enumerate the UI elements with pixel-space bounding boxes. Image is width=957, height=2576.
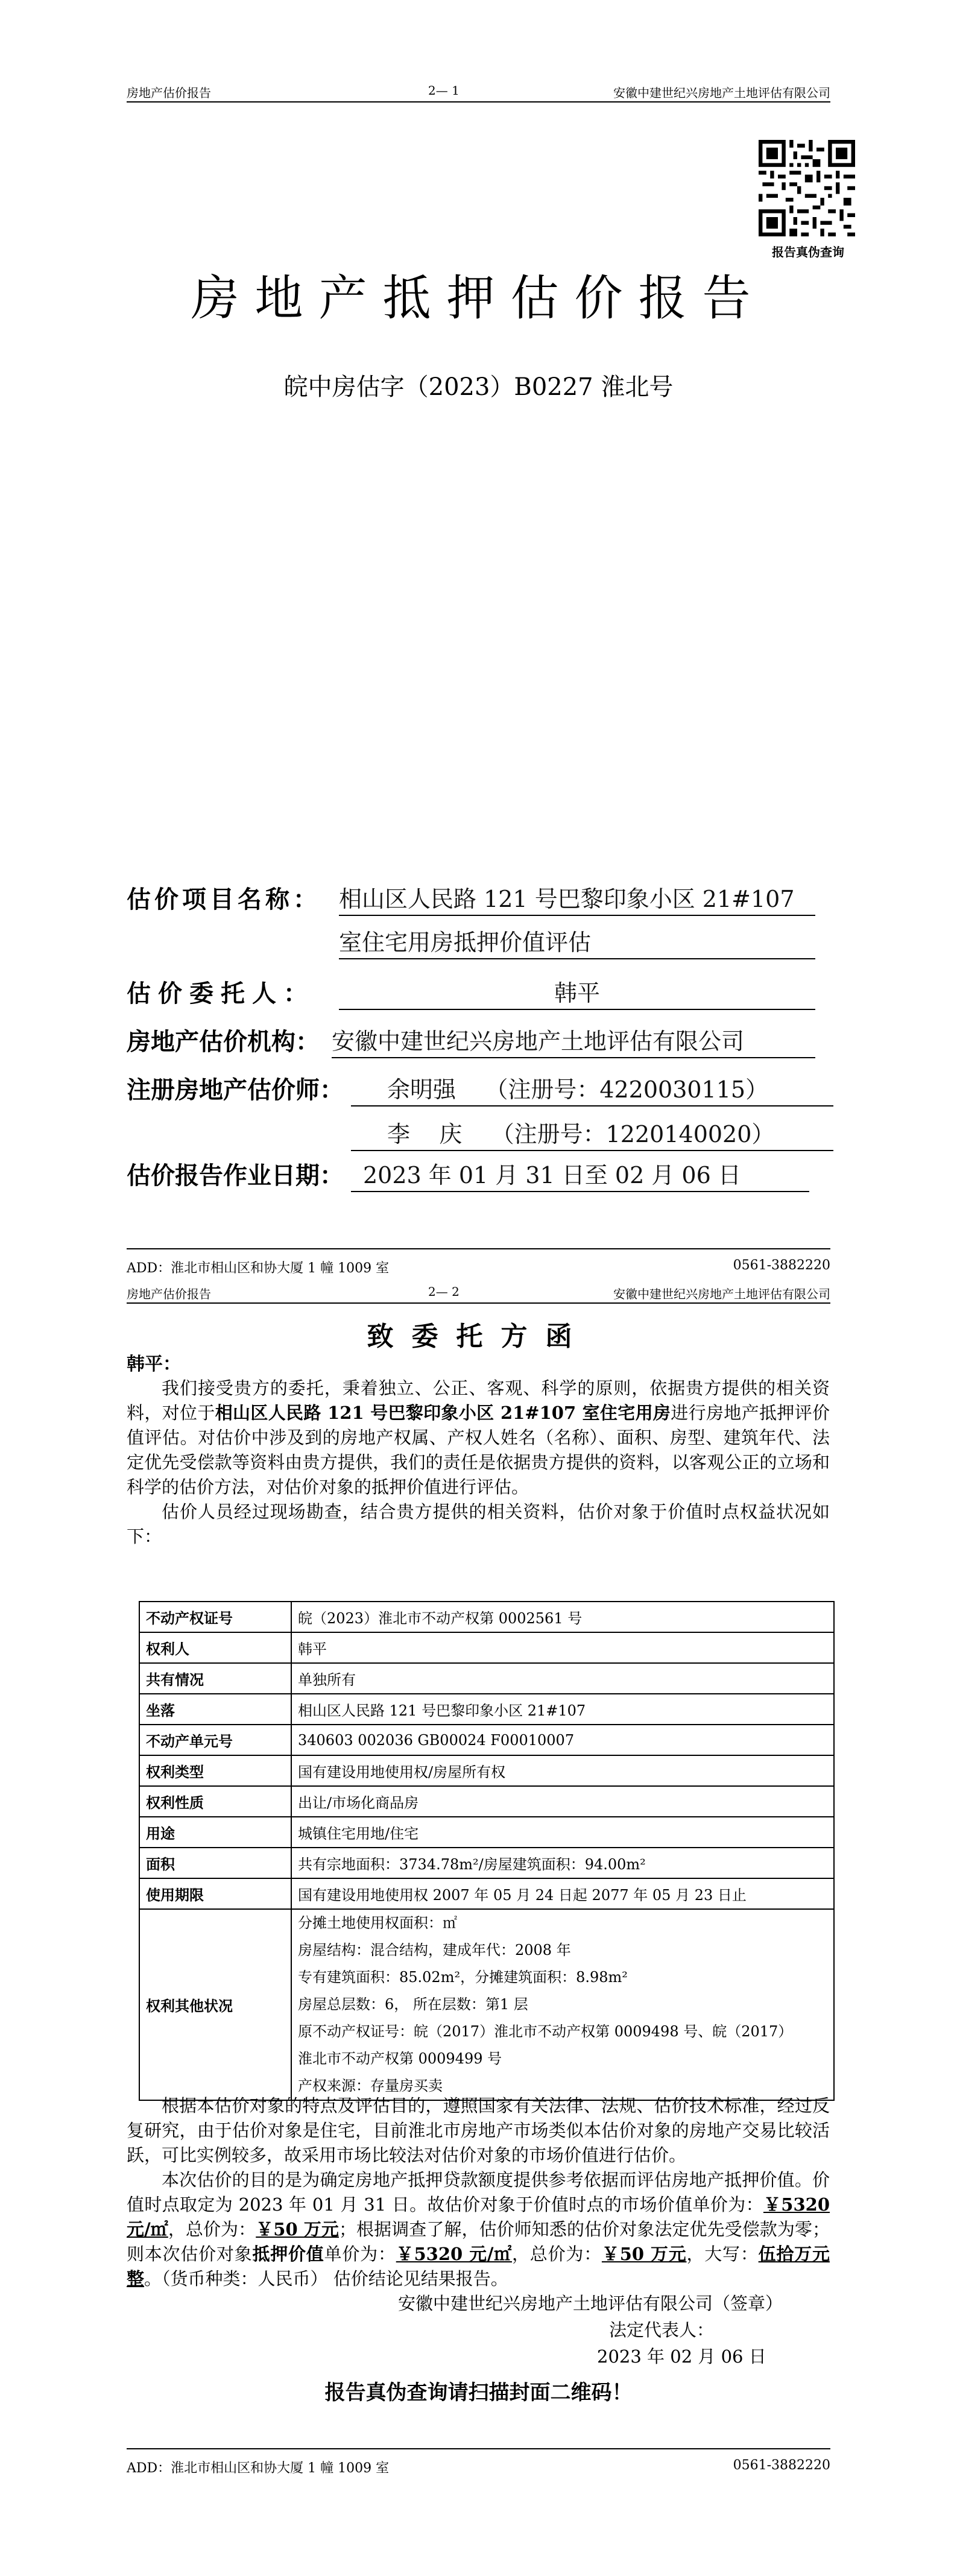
table-row-other-rights — [139, 1909, 834, 2100]
paragraph-3: 根据本估价对象的特点及评估目的，遵照国家有关法律、法规、估价技术标准，经过反复研究，由于估价对象是住宅，目前淮北市房地产市场类似本估价对象的房地产交易比较活跃，可比实例较多，故采用市场比较法对估价对象的市场价值进行估价。 — [127, 2095, 830, 2165]
appraiser-2: 李 庆 （注册号：1220140020） — [351, 1116, 833, 1151]
table-row — [139, 1817, 834, 1848]
table-row — [139, 1878, 834, 1909]
table-row — [139, 1786, 834, 1817]
paragraph-4: 本次估价的目的是为确定房地产抵押贷款额度提供参考依据而评估房地产抵押价值。价值时点取定为 2023 年 01 月 31 日。故估价对象于价值时点的市场价值单价为：￥5320 元/㎡，总价为：￥50 万元；根据调查了解，估价师知悉的估价对象法定优先受偿款为零；则本次估价对象抵押价值单价为：￥5320 元/㎡，总价为：￥50 万元，大写：伍拾万元整。（货币种类：人民币） 估价结论见结果报告。 — [127, 2170, 830, 2289]
appraiser-label: 注册房地产估价师： — [127, 1076, 344, 1104]
appraiser-1: 余明强 （注册号：4220030115） — [351, 1071, 833, 1106]
header-company: 安徽中建世纪兴房地产土地评估有限公司 — [613, 1287, 830, 1301]
table-value: 国有建设用地使用权 2007 年 05 月 24 日起 2077 年 05 月 23 日止 — [291, 1878, 834, 1909]
project-value-line1: 相山区人民路 121 号巴黎印象小区 21#107 — [339, 880, 815, 916]
other-rights-line: 原不动产权证号：皖（2017）淮北市不动产权第 0009498 号、皖（2017） — [298, 2023, 793, 2040]
other-rights-line: 房屋结构：混合结构，建成年代：2008 年 — [298, 1942, 571, 1959]
table-value: 国有建设用地使用权/房屋所有权 — [291, 1755, 834, 1786]
footer-phone: 0561-3882220 — [733, 2458, 830, 2473]
table-key: 权利其他状况 — [139, 1909, 291, 2100]
property-address: 相山区人民路 121 号巴黎印象小区 21#107 室住宅用房 — [215, 1403, 671, 1423]
table-value: 韩平 — [291, 1632, 834, 1663]
header-page-number: 2— 1 — [428, 83, 460, 98]
client-label: 估价委托人： — [127, 980, 315, 1008]
table-key: 权利类型 — [139, 1755, 291, 1786]
project-value-line2: 室住宅用房抵押价值评估 — [339, 924, 815, 959]
legal-representative: 法定代表人： — [609, 2320, 715, 2340]
other-rights-line: 分摊土地使用权面积：㎡ — [298, 1915, 457, 1931]
mortgage-unit-price: ￥5320 元/㎡ — [396, 2244, 513, 2264]
table-value: 共有宗地面积：3734.78m²/房屋建筑面积：94.00m² — [291, 1848, 834, 1878]
footer-address: ADD：淮北市相山区和协大厦 1 幢 1009 室 — [127, 2461, 390, 2476]
report-title: 房地产抵押估价报告 — [191, 270, 766, 326]
other-rights-line: 淮北市不动产权第 0009499 号 — [298, 2050, 502, 2067]
project-label: 估价项目名称： — [127, 886, 321, 914]
unit-price: ￥5320 元/㎡ — [127, 2194, 830, 2240]
qr-code-icon[interactable] — [759, 140, 855, 236]
total-in-words: 伍拾万元整 — [127, 2244, 830, 2289]
table-value: 出让/市场化商品房 — [291, 1786, 834, 1817]
paragraph-1: 我们接受贵方的委托，秉着独立、公正、客观、科学的原则，依据贵方提供的相关资料，对位于相山区人民路 121 号巴黎印象小区 21#107 室住宅用房进行房地产抵押评价值评估。对估价中涉及到的房地产权属、产权人姓名（名称）、面积、房型、建筑年代、法定优先受偿款等资料由贵方提供，我们的责任是依据贵方提供的资料，以客观公正的立场和科学的估价方法，对估价对象的抵押价值进行评估。 — [127, 1378, 830, 1497]
other-rights-list — [291, 1909, 834, 2100]
page-footer — [127, 1248, 830, 1280]
signing-company: 安徽中建世纪兴房地产土地评估有限公司（签章） — [398, 2293, 783, 2314]
table-row — [139, 1725, 834, 1755]
header-left: 房地产估价报告 — [127, 86, 211, 100]
other-rights-line: 房屋总层数：6， 所在层数：第1 层 — [298, 1996, 528, 2013]
letter-title: 致委托方函 — [367, 1321, 590, 1352]
table-row — [139, 1848, 834, 1878]
header-page-number: 2— 2 — [428, 1284, 460, 1299]
qr-caption: 报告真伪查询 — [772, 245, 844, 259]
agency-value: 安徽中建世纪兴房地产土地评估有限公司 — [332, 1023, 815, 1058]
table-row — [139, 1602, 834, 1632]
cover-info-block — [127, 868, 850, 1190]
footer-phone: 0561-3882220 — [733, 1258, 830, 1273]
rights-table — [139, 1601, 835, 2101]
date-value: 2023 年 01 月 31 日至 02 月 06 日 — [351, 1157, 809, 1192]
date-label: 估价报告作业日期： — [127, 1162, 344, 1190]
authenticity-notice: 报告真伪查询请扫描封面二维码！ — [324, 2381, 633, 2405]
table-key: 不动产权证号 — [139, 1602, 291, 1632]
other-rights-line: 专有建筑面积：85.02m²，分摊建筑面积：8.98m² — [298, 1969, 628, 1986]
table-row — [139, 1663, 834, 1694]
page-footer-2 — [127, 2448, 830, 2480]
table-row — [139, 1632, 834, 1663]
table-value: 相山区人民路 121 号巴黎印象小区 21#107 — [291, 1694, 834, 1725]
table-key: 不动产单元号 — [139, 1725, 291, 1755]
other-rights-line: 产权来源：存量房买卖 — [298, 2077, 443, 2094]
table-row — [139, 1694, 834, 1725]
total-price: ￥50 万元 — [256, 2219, 339, 2240]
footer-address: ADD：淮北市相山区和协大厦 1 幢 1009 室 — [127, 1261, 390, 1276]
table-value: 340603 002036 GB00024 F00010007 — [291, 1725, 834, 1755]
letter-intro — [127, 1376, 830, 1549]
table-value: 皖（2023）淮北市不动产权第 0002561 号 — [291, 1602, 834, 1632]
table-row — [139, 1755, 834, 1786]
table-key: 用途 — [139, 1817, 291, 1848]
report-cover-page — [0, 0, 957, 1284]
table-key: 权利人 — [139, 1632, 291, 1663]
table-key: 共有情况 — [139, 1663, 291, 1694]
header-company: 安徽中建世纪兴房地产土地评估有限公司 — [613, 86, 830, 100]
table-key: 权利性质 — [139, 1786, 291, 1817]
client-value: 韩平 — [339, 974, 815, 1010]
letter-conclusion — [127, 2094, 830, 2291]
page-header — [127, 1278, 830, 1304]
header-left: 房地产估价报告 — [127, 1287, 211, 1301]
table-key: 使用期限 — [139, 1878, 291, 1909]
table-value: 单独所有 — [291, 1663, 834, 1694]
report-number: 皖中房估字（2023）B0227 淮北号 — [283, 373, 674, 401]
paragraph-2: 估价人员经过现场勘查，结合贵方提供的相关资料，估价对象于价值时点权益状况如下： — [127, 1501, 830, 1547]
salutation: 韩平： — [127, 1354, 181, 1375]
mortgage-total-price: ￥50 万元 — [601, 2244, 687, 2264]
signing-date: 2023 年 02 月 06 日 — [597, 2346, 766, 2367]
table-value: 城镇住宅用地/住宅 — [291, 1817, 834, 1848]
agency-label: 房地产估价机构： — [127, 1028, 320, 1056]
table-key: 面积 — [139, 1848, 291, 1878]
page-header — [127, 77, 830, 103]
table-key: 坐落 — [139, 1694, 291, 1725]
